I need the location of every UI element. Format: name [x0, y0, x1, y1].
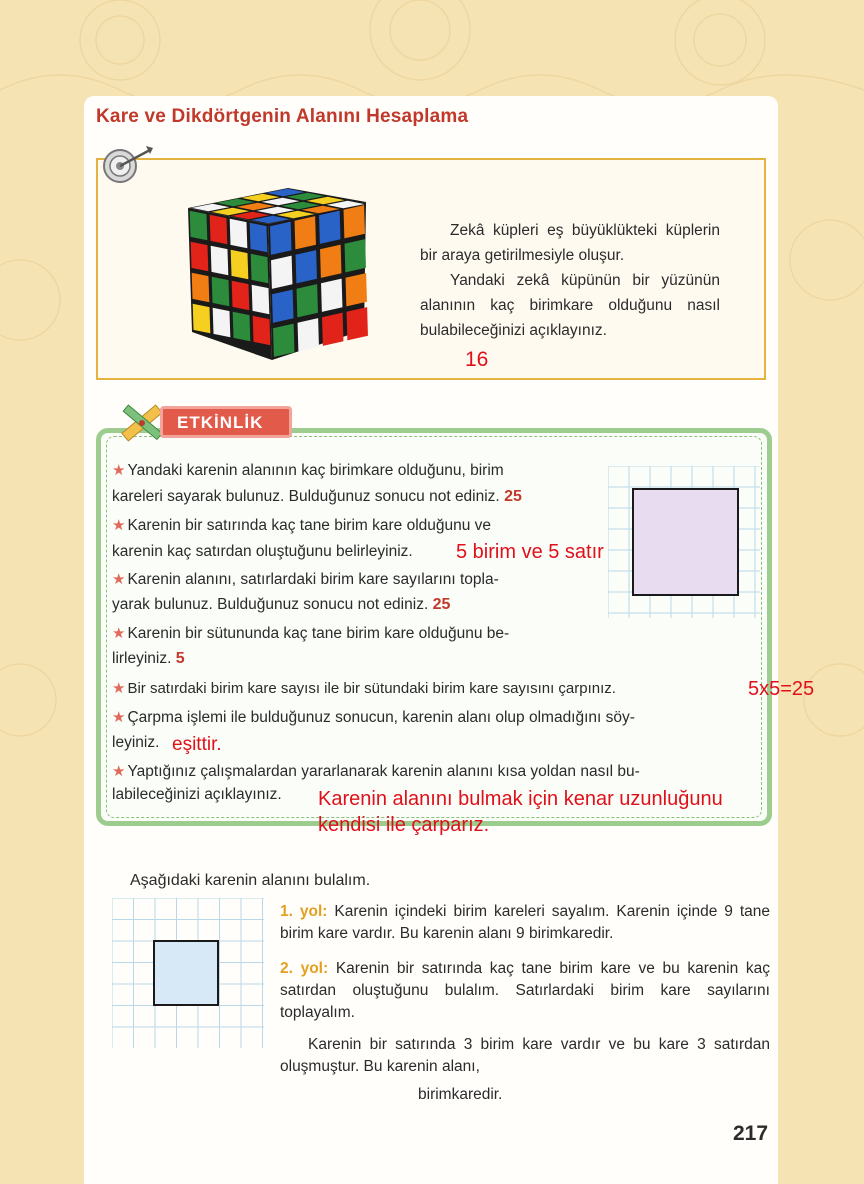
cube-facelet: [231, 250, 249, 279]
cube-facelet: [192, 273, 210, 302]
cube-facelet: [211, 246, 229, 275]
intro-text: [420, 218, 720, 343]
yol-2-label: 2. yol:: [280, 960, 329, 977]
target-icon: [98, 138, 154, 188]
example-paragraph-3: Karenin bir satırında 3 birim kare vardır ve bu kare 3 satırdan oluşmuştur. Bu karenin alanı,: [280, 1036, 770, 1075]
activity-item-5-line-1: ★ Bir satırdaki birim kare sayısı ile bir sütundaki birim kare sayısını çarpınız.: [112, 680, 616, 697]
cube-facelet: [191, 242, 209, 271]
cube-facelet: [253, 316, 271, 345]
cube-facelet: [296, 250, 317, 283]
cube-facelet: [210, 215, 228, 244]
star-icon: ★: [112, 709, 126, 726]
activity-item-1-line-2: kareleri sayarak bulunuz. Bulduğunuz sonucu not ediniz. 25: [112, 488, 522, 505]
cube-facelet: [344, 205, 365, 238]
activity-item-6-line-1: ★ Çarpma işlemi ile bulduğunuz sonucun, karenin alanı olup olmadığını söy-: [112, 709, 635, 726]
cube-facelet: [251, 254, 269, 283]
grid-3x3-square: [112, 898, 264, 1048]
cube-facelet: [233, 312, 251, 341]
star-icon: ★: [112, 571, 126, 588]
cube-facelet: [250, 223, 268, 252]
cube-facelet: [320, 245, 341, 278]
cube-facelet: [273, 324, 294, 357]
activity-item-7-line-1: ★ Yaptığınız çalışmalardan yararlanarak karenin alanını kısa yoldan nasıl bu-: [112, 763, 640, 780]
cube-facelet: [322, 313, 343, 346]
activity-item-7-line-2: labileceğinizi açıklayınız.: [112, 786, 282, 803]
activity-item-5-answer: 5x5=25: [748, 678, 815, 700]
activity-item-6-line-2: leyiniz.: [112, 734, 160, 751]
star-icon: ★: [112, 625, 126, 642]
cube-facelet: [190, 211, 208, 240]
cube-facelet: [193, 304, 211, 333]
activity-item-4-line-2: lirleyiniz. 5: [112, 650, 185, 667]
cube-facelet: [346, 273, 367, 306]
activity-item-7-answer-line-1: Karenin alanını bulmak için kenar uzunluğunu: [318, 788, 723, 810]
cube-facelet: [298, 318, 319, 351]
activity-item-2-line-2: karenin kaç satırdan oluştuğunu belirleyiniz.: [112, 543, 413, 560]
rubiks-cube-image: [176, 170, 376, 370]
activity-item-3-value: 25: [432, 596, 451, 613]
activity-item-7-answer-line-2: kendisi ile çarparız.: [318, 814, 490, 836]
cube-facelet: [232, 281, 250, 310]
cube-facelet: [212, 277, 230, 306]
yol-1-text: 1. yol: Karenin içindeki birim kareleri sayalım. Karenin içinde 9 tane birim kare vardır. Bu karenin alanı 9 birimkaredir.: [280, 903, 771, 942]
activity-item-4-line-1: ★ Karenin bir sütununda kaç tane birim kare olduğunu be-: [112, 625, 510, 642]
star-icon: ★: [112, 763, 126, 780]
cube-facelet: [321, 279, 342, 312]
intro-paragraph-2: Yandaki zekâ küpünün bir yüzünün alanının kaç birimkare olduğunu nasıl bulabileceğinizi açıklayınız.: [420, 272, 720, 339]
activity-item-3-line-2: yarak bulunuz. Bulduğunuz sonucu not ediniz. 25: [112, 596, 451, 613]
cube-facelet: [297, 284, 318, 317]
star-icon: ★: [112, 517, 126, 534]
activity-item-2-line-1: ★ Karenin bir satırında kaç tane birim kare olduğunu ve: [112, 517, 492, 534]
star-icon: ★: [112, 462, 126, 479]
etkinlik-label: ETKİNLİK: [160, 406, 292, 438]
activity-item-3-line-1: ★ Karenin alanını, satırlardaki birim kare sayılarını topla-: [112, 571, 499, 588]
cube-facelet: [270, 222, 291, 255]
activity-item-6-answer: eşittir.: [172, 734, 222, 755]
example-title: Aşağıdaki karenin alanını bulalım.: [130, 872, 371, 889]
cube-facelet: [319, 211, 340, 244]
grid-5x5-square: [608, 466, 760, 618]
yol-1-label: 1. yol:: [280, 903, 328, 920]
intro-paragraph-1: Zekâ küpleri eş büyüklükteki küplerin bir araya getirilmesiyle oluşur.: [420, 222, 720, 264]
pencil-ruler-icon: [116, 396, 166, 446]
star-icon: ★: [112, 680, 126, 697]
page-number: 217: [733, 1122, 769, 1145]
cube-facelet: [230, 219, 248, 248]
cube-facelet: [213, 308, 231, 337]
activity-item-2-answer: 5 birim ve 5 satır: [456, 541, 604, 563]
example-paragraph-4: birimkaredir.: [418, 1086, 503, 1103]
cube-facelet: [345, 239, 366, 272]
cube-facelet: [252, 285, 270, 314]
cube-facelet: [272, 290, 293, 323]
intro-answer: 16: [465, 348, 489, 371]
activity-item-1-value: 25: [504, 488, 522, 505]
activity-item-4-value: 5: [175, 650, 185, 667]
section-title: Kare ve Dikdörtgenin Alanını Hesaplama: [96, 106, 469, 127]
activity-item-1-line-1: ★ Yandaki karenin alanının kaç birimkare olduğunu, birim: [112, 462, 504, 479]
cube-facelet: [295, 216, 316, 249]
cube-facelet: [347, 307, 368, 340]
cube-facelet: [271, 256, 292, 289]
yol-2-text: 2. yol: Karenin bir satırında kaç tane birim kare ve bu karenin kaç satırdan oluştuğunu bulalım. Satırlardaki birim kare sayılarını toplayalım.: [280, 960, 770, 1021]
